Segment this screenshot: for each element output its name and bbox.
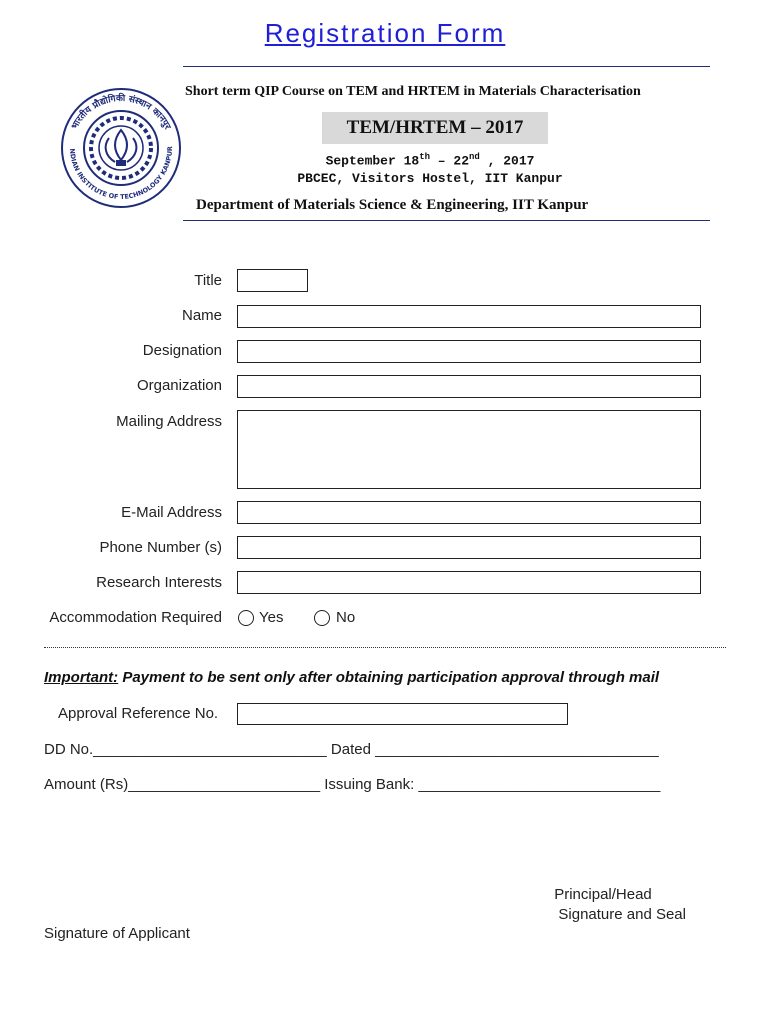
- accommodation-label: Accommodation Required: [49, 609, 222, 626]
- name-input[interactable]: [237, 305, 701, 328]
- svg-text:INDIAN INSTITUTE OF TECHNOLOGY: NDIAN INSTITUTE OF TECHNOLOGY KANPUR: [67, 146, 175, 202]
- principal-signature-line2: Signature and Seal: [558, 906, 686, 923]
- approval-reference-input[interactable]: [237, 703, 568, 725]
- header-rule-bottom: [183, 220, 710, 221]
- title-label: Title: [194, 272, 222, 289]
- name-label: Name: [181, 307, 222, 324]
- organization-label: Organization: [136, 377, 222, 394]
- event-dates: September 18th – 22nd , 2017: [325, 152, 535, 169]
- research-interests-label: Research Interests: [96, 574, 222, 591]
- event-name: TEM/HRTEM – 2017: [322, 112, 548, 144]
- amount-line[interactable]: Amount (Rs)_______________________ Issuing Bank: _____________________________: [44, 776, 661, 793]
- email-label: E-Mail Address: [121, 504, 222, 521]
- form-title: Registration Form: [264, 18, 506, 48]
- event-venue: PBCEC, Visitors Hostel, IIT Kanpur: [297, 171, 563, 186]
- important-text: Payment to be sent only after obtaining participation approval through mail: [118, 669, 660, 686]
- approval-reference-label: Approval Reference No.: [58, 705, 219, 722]
- phone-label: Phone Number (s): [99, 539, 222, 556]
- research-interests-input[interactable]: [237, 571, 701, 594]
- course-name: Short term QIP Course on TEM and HRTEM in Materials Characterisation: [185, 84, 641, 99]
- important-label: Important:: [44, 669, 119, 686]
- accommodation-yes-label: Yes: [259, 609, 284, 626]
- svg-text:भारतीय प्रौद्योगिकी संस्थान का: भारतीय प्रौद्योगिकी संस्थान कानपुर: [70, 93, 172, 132]
- department-name: Department of Materials Science & Engineering, IIT Kanpur: [196, 197, 589, 213]
- accommodation-yes-radio[interactable]: [238, 610, 254, 626]
- iit-kanpur-logo: [58, 88, 184, 208]
- organization-input[interactable]: [237, 375, 701, 398]
- email-input[interactable]: [237, 501, 701, 524]
- mailing-address-label: Mailing Address: [116, 413, 222, 430]
- payment-notice: [44, 669, 659, 686]
- dd-line[interactable]: DD No.____________________________ Dated __________________________________: [44, 741, 659, 758]
- accommodation-no-radio[interactable]: [314, 610, 330, 626]
- designation-input[interactable]: [237, 340, 701, 363]
- header-rule-top: [183, 66, 710, 67]
- applicant-signature: Signature of Applicant: [44, 925, 190, 942]
- phone-input[interactable]: [237, 536, 701, 559]
- section-divider: [44, 647, 726, 648]
- designation-label: Designation: [142, 342, 222, 359]
- principal-signature-line1: Principal/Head: [554, 886, 652, 903]
- mailing-address-input[interactable]: [237, 410, 701, 489]
- accommodation-no-label: No: [336, 609, 356, 626]
- title-input[interactable]: [237, 269, 308, 292]
